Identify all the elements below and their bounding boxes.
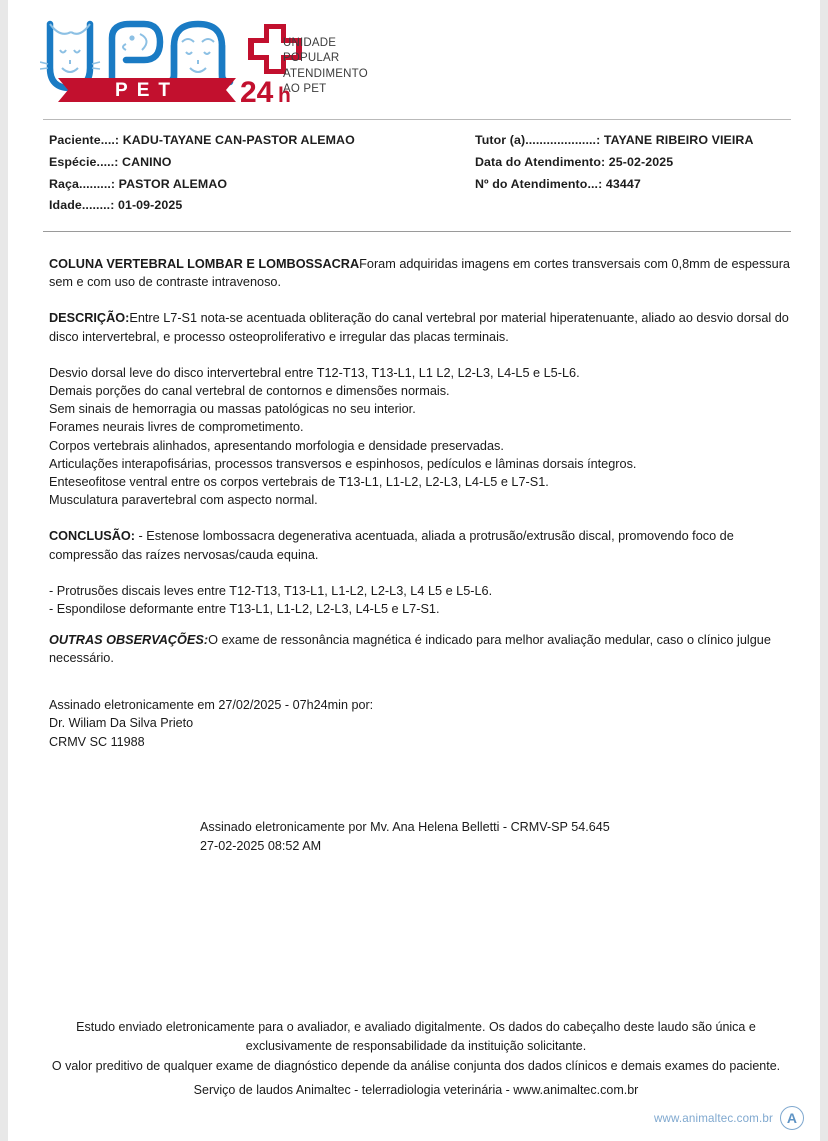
finding-item: Musculatura paravertebral com aspecto normal. [49,493,318,508]
patient-species-row: Espécie.....: CANINO [49,154,172,169]
patient-info-right [475,130,754,195]
animaltec-watermark [654,1106,804,1130]
tagline-line-1: UNIDADE [283,37,337,49]
findings-list [49,364,793,510]
patient-info-left [49,130,355,217]
logo-tagline [283,36,413,98]
disclaimer-line-3: O valor preditivo de qualquer exame de diagnóstico depende da análise conjunta dos dados clínicos e demais exames do paciente. [51,1058,781,1073]
conclusion-bullets [49,582,793,618]
observations-text: O exame de ressonância magnética é indicado para melhor avaliação medular, caso o clínico julgue necessário. [49,633,771,666]
exam-paragraph [49,255,793,291]
service-number-row: Nº do Atendimento...: 43447 [475,176,641,191]
tagline-line-4: AO PET [283,83,327,96]
signature-crmv: CRMV SC 11988 [49,734,145,749]
report-body [49,255,793,668]
description-heading: DESCRIÇÃO: [49,311,130,326]
conclusion-paragraph [49,527,793,563]
signature-timestamp-line: Assinado eletronicamente em 27/02/2025 - 07h24min por: [49,698,374,712]
signature-doctor-name: Dr. Wiliam Da Silva Prieto [49,716,194,731]
pet-banner [58,78,236,102]
finding-item: Demais porções do canal vertebral de contornos e dimensões normais. [49,384,450,399]
exam-heading: COLUNA VERTEBRAL LOMBAR E LOMBOSSACRA [49,257,360,271]
secondary-signature-name: Assinado eletronicamente por Mv. Ana Helena Belletti - CRMV-SP 54.645 [200,820,610,834]
patient-breed-row: Raça.........: PASTOR ALEMAO [49,176,228,191]
svg-text:h: h [278,84,291,107]
conclusion-heading: CONCLUSÃO: [49,529,135,544]
header-divider-top [43,119,791,120]
conclusion-text: - Estenose lombossacra degenerativa acentuada, aliada a protrusão/extrusão discal, promovendo foco de compressão das raízes nervosas/cauda equina. [49,529,734,562]
svg-text:PET: PET [115,80,179,101]
finding-item: Forames neurais livres de comprometimento. [49,420,304,435]
description-text: Entre L7-S1 nota-se acentuada obliteração do canal vertebral por material hiperatenuante, aliado ao desvio dorsal do disco intervertebral, e processo osteoproliferativo e irregular das placas terminais. [49,311,789,344]
disclaimer-line-2: exclusivamente de responsabilidade da instituição solicitante. [245,1039,587,1054]
finding-item: Desvio dorsal leve do disco intervertebral entre T12-T13, T13-L1, L1 L2, L2-L3, L4-L5 e L5-L6. [49,365,580,380]
description-paragraph [49,309,793,345]
finding-item: Articulações interapofisárias, processos transversos e espinhosos, pedículos e lâminas dorsais íntegros. [49,456,637,471]
primary-signature-block [49,696,373,751]
secondary-signature-block [200,818,610,855]
patient-age-row: Idade........: 01-09-2025 [49,198,183,213]
finding-item: Corpos vertebrais alinhados, apresentando morfologia e densidade preservadas. [49,438,504,453]
conclusion-bullet-item: - Espondilose deformante entre T13-L1, L1-L2, L2-L3, L4-L5 e L7-S1. [49,602,440,617]
disclaimer-line-1: Estudo enviado eletronicamente para o avaliador, e avaliado digitalmente. Os dados do cabeçalho deste laudo são única e [76,1020,756,1034]
svg-text:24: 24 [240,76,274,108]
secondary-signature-timestamp: 27-02-2025 08:52 AM [200,838,322,853]
tutor-row: Tutor (a)....................: TAYANE RIBEIRO VIEIRA [475,133,754,147]
finding-item: Enteseofitose ventral entre os corpos vertebrais de T13-L1, L1-L2, L2-L3, L4-L5 e L7-S1. [49,475,549,490]
finding-item: Sem sinais de hemorragia ou massas patológicas no seu interior. [49,402,416,417]
footer-service-line: Serviço de laudos Animaltec - telerradiologia veterinária - www.animaltec.com.br [193,1083,639,1097]
tagline-line-2: POPULAR [283,52,340,65]
watermark-url: www.animaltec.com.br [654,1111,773,1125]
upa-pet-logo [40,16,410,108]
animaltec-logo-icon: A [780,1106,804,1130]
service-date-row: Data do Atendimento: 25-02-2025 [475,154,674,169]
conclusion-bullet-item: - Protrusões discais leves entre T12-T13, T13-L1, L1-L2, L2-L3, L4 L5 e L5-L6. [49,583,493,598]
report-page [8,0,820,1141]
tagline-line-3: ATENDIMENTO [283,67,368,80]
header-divider-bottom [43,231,791,232]
observations-heading: OUTRAS OBSERVAÇÕES: [49,633,209,648]
patient-name-row: Paciente....: KADU-TAYANE CAN-PASTOR ALEMAO [49,133,355,147]
observations-paragraph [49,631,793,667]
footer-disclaimer [16,1018,816,1076]
exam-text: Foram adquiridas imagens em cortes transversais com 0,8mm de espessura sem e com uso de contraste intravenoso. [49,257,790,290]
